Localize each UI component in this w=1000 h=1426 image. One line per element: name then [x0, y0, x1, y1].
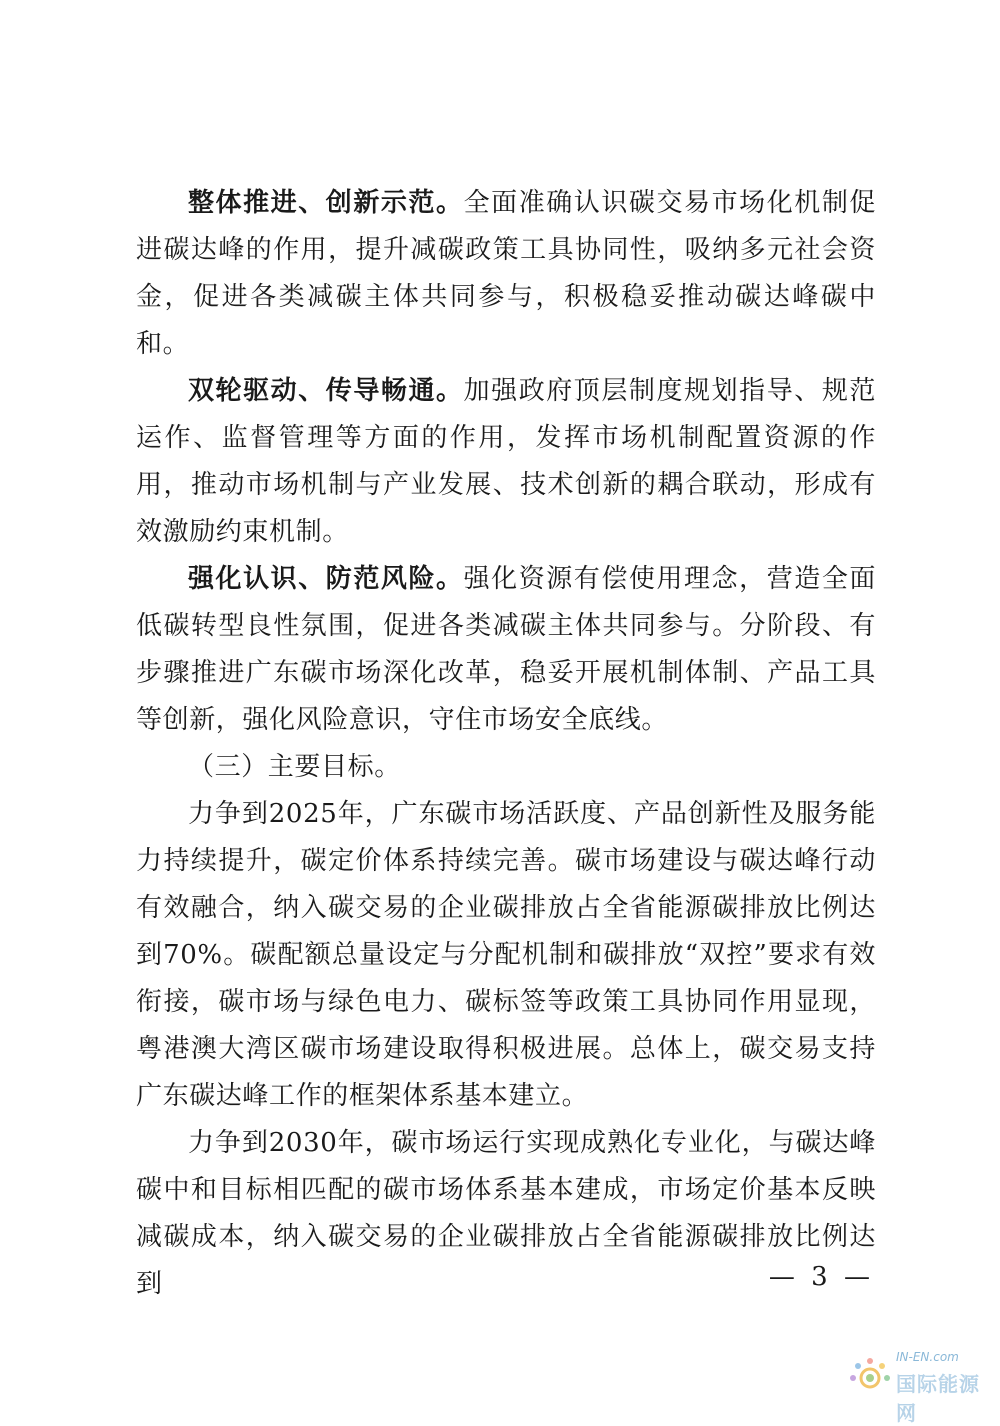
watermark-name: 国际能源网 [896, 1372, 980, 1425]
paragraph-text: 加强政府顶层制度规划指导、规范运作、监督管理等方面的作用，发挥市场机制配置资源的作用，推动市场机制与产业发展、技术创新的耦合联动，形成有效激励约束机制。 [136, 376, 876, 547]
section-heading: （三）主要目标。 [188, 752, 401, 782]
watermark-logo [846, 1346, 986, 1425]
paragraph-lead: 整体推进、创新示范。 [188, 188, 464, 218]
paragraph-lead: 双轮驱动、传导畅通。 [188, 376, 464, 406]
paragraph-lead: 强化认识、防范风险。 [188, 564, 464, 594]
page-number: — 3 — [768, 1262, 874, 1292]
watermark-domain: IN-EN.com [896, 1350, 959, 1364]
goal-2030-paragraph: 力争到2030年，碳市场运行实现成熟化专业化，与碳达峰碳中和目标相匹配的碳市场体系基本建成，市场定价基本反映减碳成本，纳入碳交易的企业碳排放占全省能源碳排放比例达到 [136, 1128, 876, 1299]
paragraph-risk-prevention [136, 556, 876, 744]
sun-logo-icon [846, 1352, 894, 1400]
paragraph-text: 全面准确认识碳交易市场化机制促进碳达峰的作用，提升减碳政策工具协同性，吸纳多元社会资金，促进各类减碳主体共同参与，积极稳妥推动碳达峰碳中和。 [136, 188, 876, 359]
paragraph-dual-drive [136, 368, 876, 556]
paragraph-text: 强化资源有偿使用理念，营造全面低碳转型良性氛围，促进各类减碳主体共同参与。分阶段、有步骤推进广东碳市场深化改革，稳妥开展机制体制、产品工具等创新，强化风险意识，守住市场安全底线。 [136, 564, 876, 735]
paragraph-overall-advance [136, 180, 876, 368]
goal-2025-paragraph: 力争到2025年，广东碳市场活跃度、产品创新性及服务能力持续提升，碳定价体系持续完善。碳市场建设与碳达峰行动有效融合，纳入碳交易的企业碳排放占全省能源碳排放比例达到70%。碳配额总量设定与分配机制和碳排放“双控”要求有效衔接，碳市场与绿色电力、碳标签等政策工具协同作用显现，粤港澳大湾区碳市场建设取得积极进展。总体上，碳交易支持广东碳达峰工作的框架体系基本建立。 [136, 799, 876, 1111]
document-body [136, 180, 876, 1308]
